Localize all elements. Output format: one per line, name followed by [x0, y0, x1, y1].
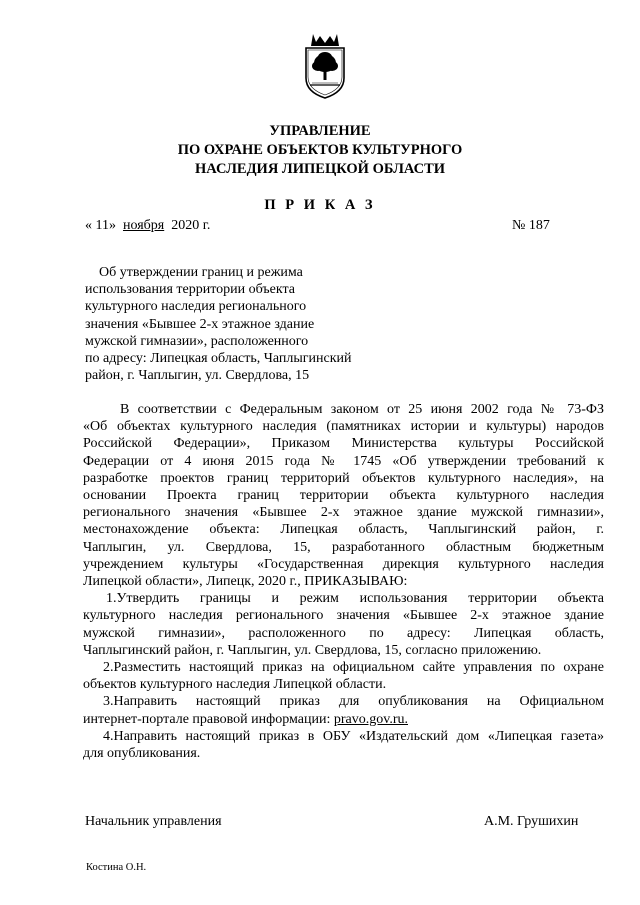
order-date-year: 2020 г.	[171, 218, 211, 233]
subject-line: район, г. Чаплыгин, ул. Свердлова, 15	[85, 368, 310, 384]
preamble-line: разработке проектов границ территорий объектов культурного наследия», на	[83, 470, 604, 486]
preamble-line: основании Проекта границ территории объекта культурного наследия	[83, 488, 604, 504]
subject-line: значения «Бывшее 2-х этажное здание	[85, 316, 315, 332]
org-title-line1: УПРАВЛЕНИЕ	[269, 123, 371, 139]
order-date-day: « 11»	[85, 218, 116, 233]
preamble-line: «Об объектах культурного наследия (памятниках истории и культуры) народов	[83, 419, 604, 435]
subject-line: Об утверждении границ и режима	[99, 265, 303, 280]
order-number: № 187	[512, 218, 550, 233]
order-date	[85, 218, 210, 234]
order-title: П Р И К А З	[264, 197, 376, 213]
order-item-3-text: интернет-портале правовой информации:	[83, 711, 334, 727]
order-item-1-line: мужской гимназии», расположенного по адресу: Липецкая область,	[83, 625, 604, 641]
order-item-2-line: объектов культурного наследия Липецкой области.	[83, 677, 387, 693]
subject-line: культурного наследия регионального	[85, 299, 307, 315]
coat-of-arms-emblem	[300, 30, 350, 100]
preamble-line: Федерации от 4 июня 2015 года № 1745 «Об утверждении требований к	[83, 453, 604, 469]
pravo-gov-link[interactable]: pravo.gov.ru.	[333, 711, 408, 727]
preamble-line: местонахождение объекта: Липецкая область, Чаплыгинский район, г.	[83, 522, 604, 538]
order-item-1: 1.Утвердить границы и режим использования территории объекта	[106, 591, 604, 607]
signatory-name: А.М. Грушихин	[484, 814, 579, 829]
org-title-line3: НАСЛЕДИЯ ЛИПЕЦКОЙ ОБЛАСТИ	[194, 161, 446, 177]
preamble-line: Российской Федерации», Приказом Министерства культуры Российской	[83, 436, 604, 452]
subject-line: по адресу: Липецкая область, Чаплыгинский	[85, 351, 352, 367]
order-item-3: 3.Направить настоящий приказ для опубликования на Официальном	[103, 694, 604, 710]
subject-line: мужской гимназии», расположенного	[85, 333, 309, 349]
order-item-1-line: культурного наследия регионального значения «Бывшее 2-х этажное здание	[83, 608, 604, 624]
order-preamble	[83, 401, 604, 762]
lipetsk-region-coat-of-arms-icon	[300, 30, 350, 100]
subject-line: использования территории объекта	[85, 282, 295, 298]
order-subject	[85, 264, 370, 384]
order-date-month: ноября	[122, 218, 165, 233]
org-title-line2: ПО ОХРАНЕ ОБЪЕКТОВ КУЛЬТУРНОГО	[177, 142, 463, 158]
order-item-4-line: для опубликования.	[83, 746, 201, 762]
preamble-line: учреждением культуры «Государственная дирекция культурного наследия	[83, 556, 604, 572]
order-item-2: 2.Разместить настоящий приказ на официальном сайте управления по охране	[103, 660, 604, 676]
executor-name: Костина О.Н.	[86, 862, 147, 873]
order-item-3-line	[83, 711, 604, 728]
signatory-position: Начальник управления	[85, 814, 222, 829]
preamble-line: Липецкой области», Липецк, 2020 г., ПРИКАЗЫВАЮ:	[83, 574, 408, 590]
preamble-line: Чаплыгин, ул. Свердлова, 15, разработанного областным бюджетным	[83, 539, 604, 555]
preamble-line: регионального значения «Бывшее 2-х этажное здание мужской гимназии»,	[83, 505, 604, 521]
order-item-1-line: Чаплыгинский район, г. Чаплыгин, ул. Свердлова, 15, согласно приложению.	[83, 642, 542, 658]
preamble-line: В соответствии с Федеральным законом от 25 июня 2002 года № 73-ФЗ	[120, 402, 604, 417]
order-item-4: 4.Направить настоящий приказ в ОБУ «Издательский дом «Липецкая газета»	[103, 728, 604, 744]
